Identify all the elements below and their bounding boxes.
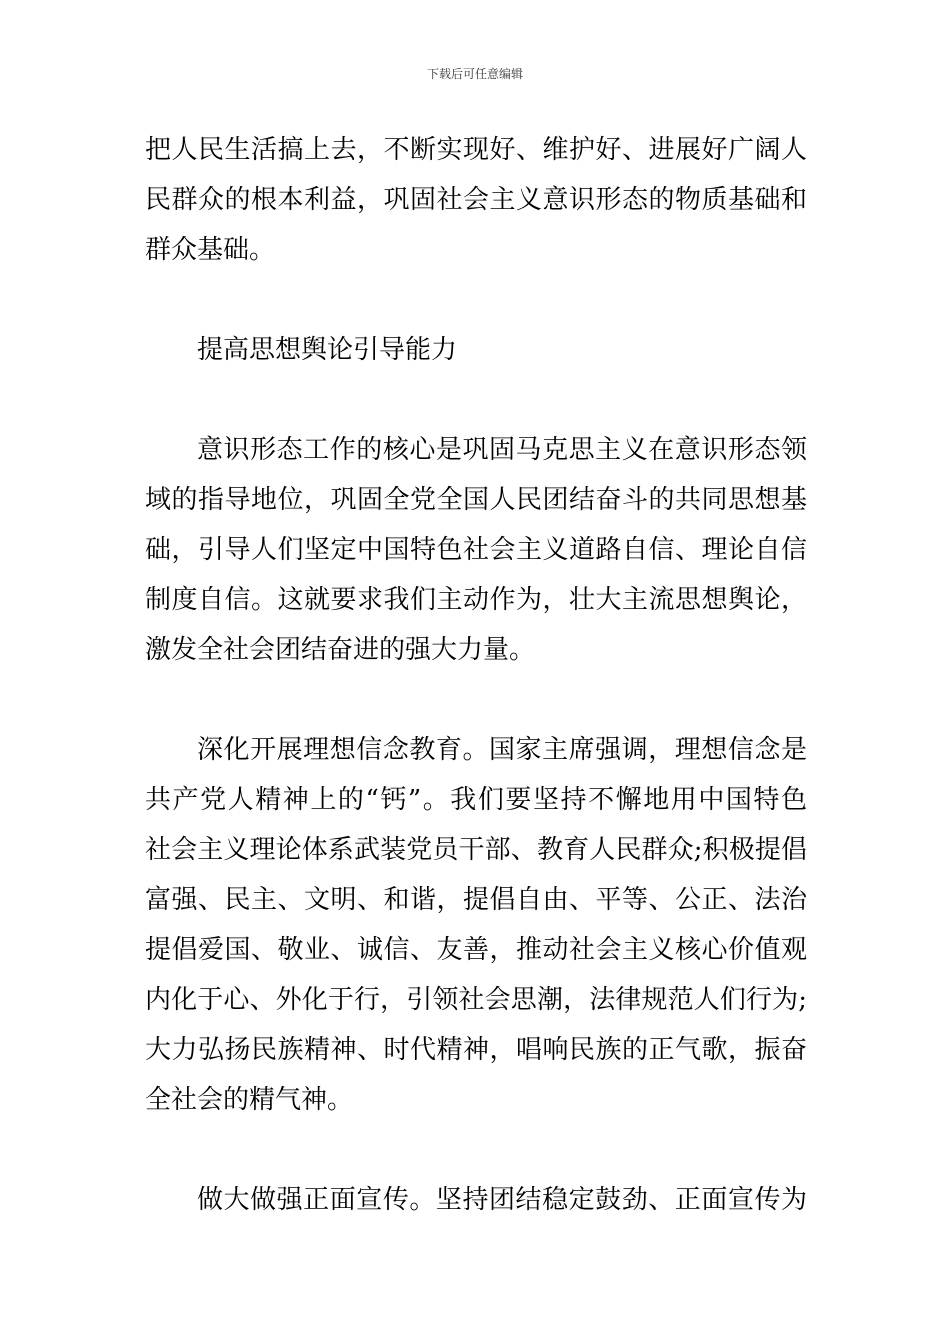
text-line: 意识形态工作的核心是巩固马克思主义在意识形态领: [197, 435, 807, 465]
text-line: 把人民生活搞上去，不断实现好、维护好、进展好广阔人: [145, 135, 807, 165]
paragraph: [145, 125, 807, 275]
text-line: 共产党人精神上的“钙”。我们要坚持不懈地用中国特色: [145, 785, 807, 815]
section-heading: [145, 325, 807, 375]
text-line: 富强、民主、文明、和谐，提倡自由、平等、公正、法治: [145, 885, 807, 915]
page-header: 下载后可任意编辑: [426, 67, 523, 81]
document-body: [145, 125, 807, 1225]
text-line: 域的指导地位，巩固全党全国人民团结奋斗的共同思想基: [145, 485, 807, 515]
text-line: 提倡爱国、敬业、诚信、友善，推动社会主义核心价值观: [145, 935, 807, 965]
text-line: 制度自信。这就要求我们主动作为，壮大主流思想舆论，: [145, 585, 807, 615]
text-line: 深化开展理想信念教育。国家主席强调，理想信念是: [197, 735, 807, 765]
text-line: 社会主义理论体系武装党员干部、教育人民群众;积极提倡: [145, 835, 807, 865]
paragraph: [145, 1175, 807, 1225]
paragraph-gap: [145, 275, 807, 325]
text-line: 做大做强正面宣传。坚持团结稳定鼓劲、正面宣传为: [197, 1185, 807, 1215]
text-line: 提高思想舆论引导能力: [197, 335, 458, 365]
paragraph: [145, 725, 807, 1125]
text-line: 激发全社会团结奋进的强大力量。: [145, 635, 536, 665]
paragraph-gap: [145, 1125, 807, 1175]
paragraph-gap: [145, 375, 807, 425]
text-line: 全社会的精气神。: [145, 1085, 354, 1115]
text-line: 民群众的根本利益，巩固社会主义意识形态的物质基础和: [145, 185, 807, 215]
text-line: 大力弘扬民族精神、时代精神，唱响民族的正气歌，振奋: [145, 1035, 807, 1065]
text-line: 内化于心、外化于行，引领社会思潮，法律规范人们行为;: [145, 985, 807, 1015]
paragraph: [145, 425, 807, 675]
text-line: 群众基础。: [145, 235, 276, 265]
text-line: 础，引导人们坚定中国特色社会主义道路自信、理论自信: [145, 535, 807, 565]
paragraph-gap: [145, 675, 807, 725]
